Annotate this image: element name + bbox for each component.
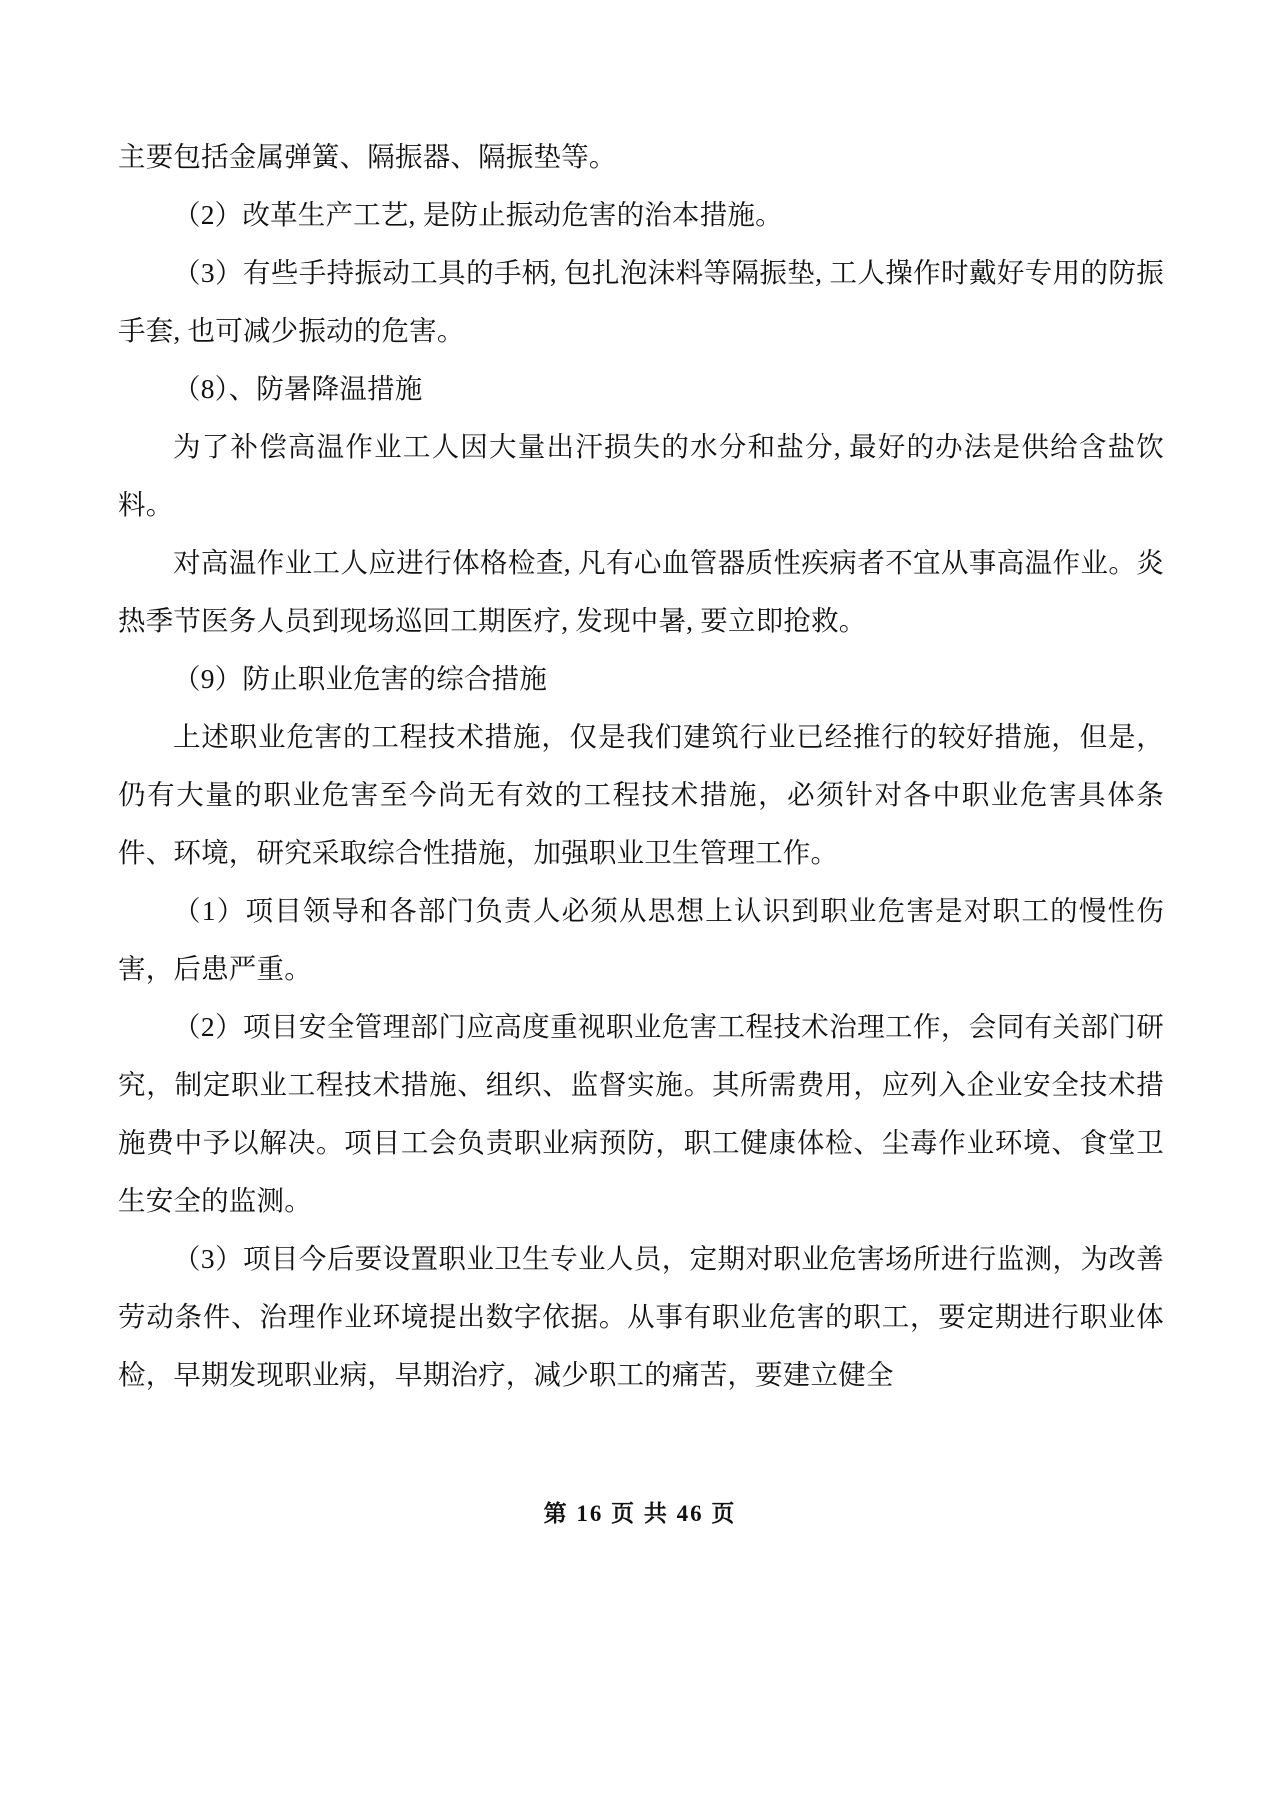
page-footer: 第 16 页 共 46 页 [543, 1501, 737, 1526]
document-body [118, 128, 1164, 1404]
paragraph: （3）项目今后要设置职业卫生专业人员，定期对职业危害场所进行监测，为改善劳动条件、治理作业环境提出数字依据。从事有职业危害的职工，要定期进行职业体检，早期发现职业病，早期治疗，减少职工的痛苦，要建立健全 [118, 1243, 1164, 1390]
paragraph: （2）项目安全管理部门应高度重视职业危害工程技术治理工作，会同有关部门研究，制定职业工程技术措施、组织、监督实施。其所需费用，应列入企业安全技术措施费中予以解决。项目工会负责职业病预防，职工健康体检、尘毒作业环境、食堂卫生安全的监测。 [118, 1011, 1164, 1216]
paragraph: （1）项目领导和各部门负责人必须从思想上认识到职业危害是对职工的慢性伤害，后患严重。 [118, 895, 1164, 984]
paragraph: 对高温作业工人应进行体格检查, 凡有心血管器质性疾病者不宜从事高温作业。炎热季节医务人员到现场巡回工期医疗, 发现中暑, 要立即抢救。 [118, 547, 1164, 636]
paragraph: 为了补偿高温作业工人因大量出汗损失的水分和盐分, 最好的办法是供给含盐饮料。 [118, 431, 1164, 520]
paragraph: （8）、防暑降温措施 [173, 373, 423, 404]
paragraph: （3）有些手持振动工具的手柄, 包扎泡沫料等隔振垫, 工人操作时戴好专用的防振手套, 也可减少振动的危害。 [118, 257, 1164, 346]
paragraph: （2）改革生产工艺, 是防止振动危害的治本措施。 [173, 199, 783, 230]
paragraph: 主要包括金属弹簧、隔振器、隔振垫等。 [118, 141, 617, 172]
paragraph: 上述职业危害的工程技术措施，仅是我们建筑行业已经推行的较好措施，但是，仍有大量的职业危害至今尚无有效的工程技术措施，必须针对各中职业危害具体条件、环境，研究采取综合性措施，加强职业卫生管理工作。 [118, 721, 1164, 868]
paragraph: （9）防止职业危害的综合措施 [173, 663, 548, 694]
